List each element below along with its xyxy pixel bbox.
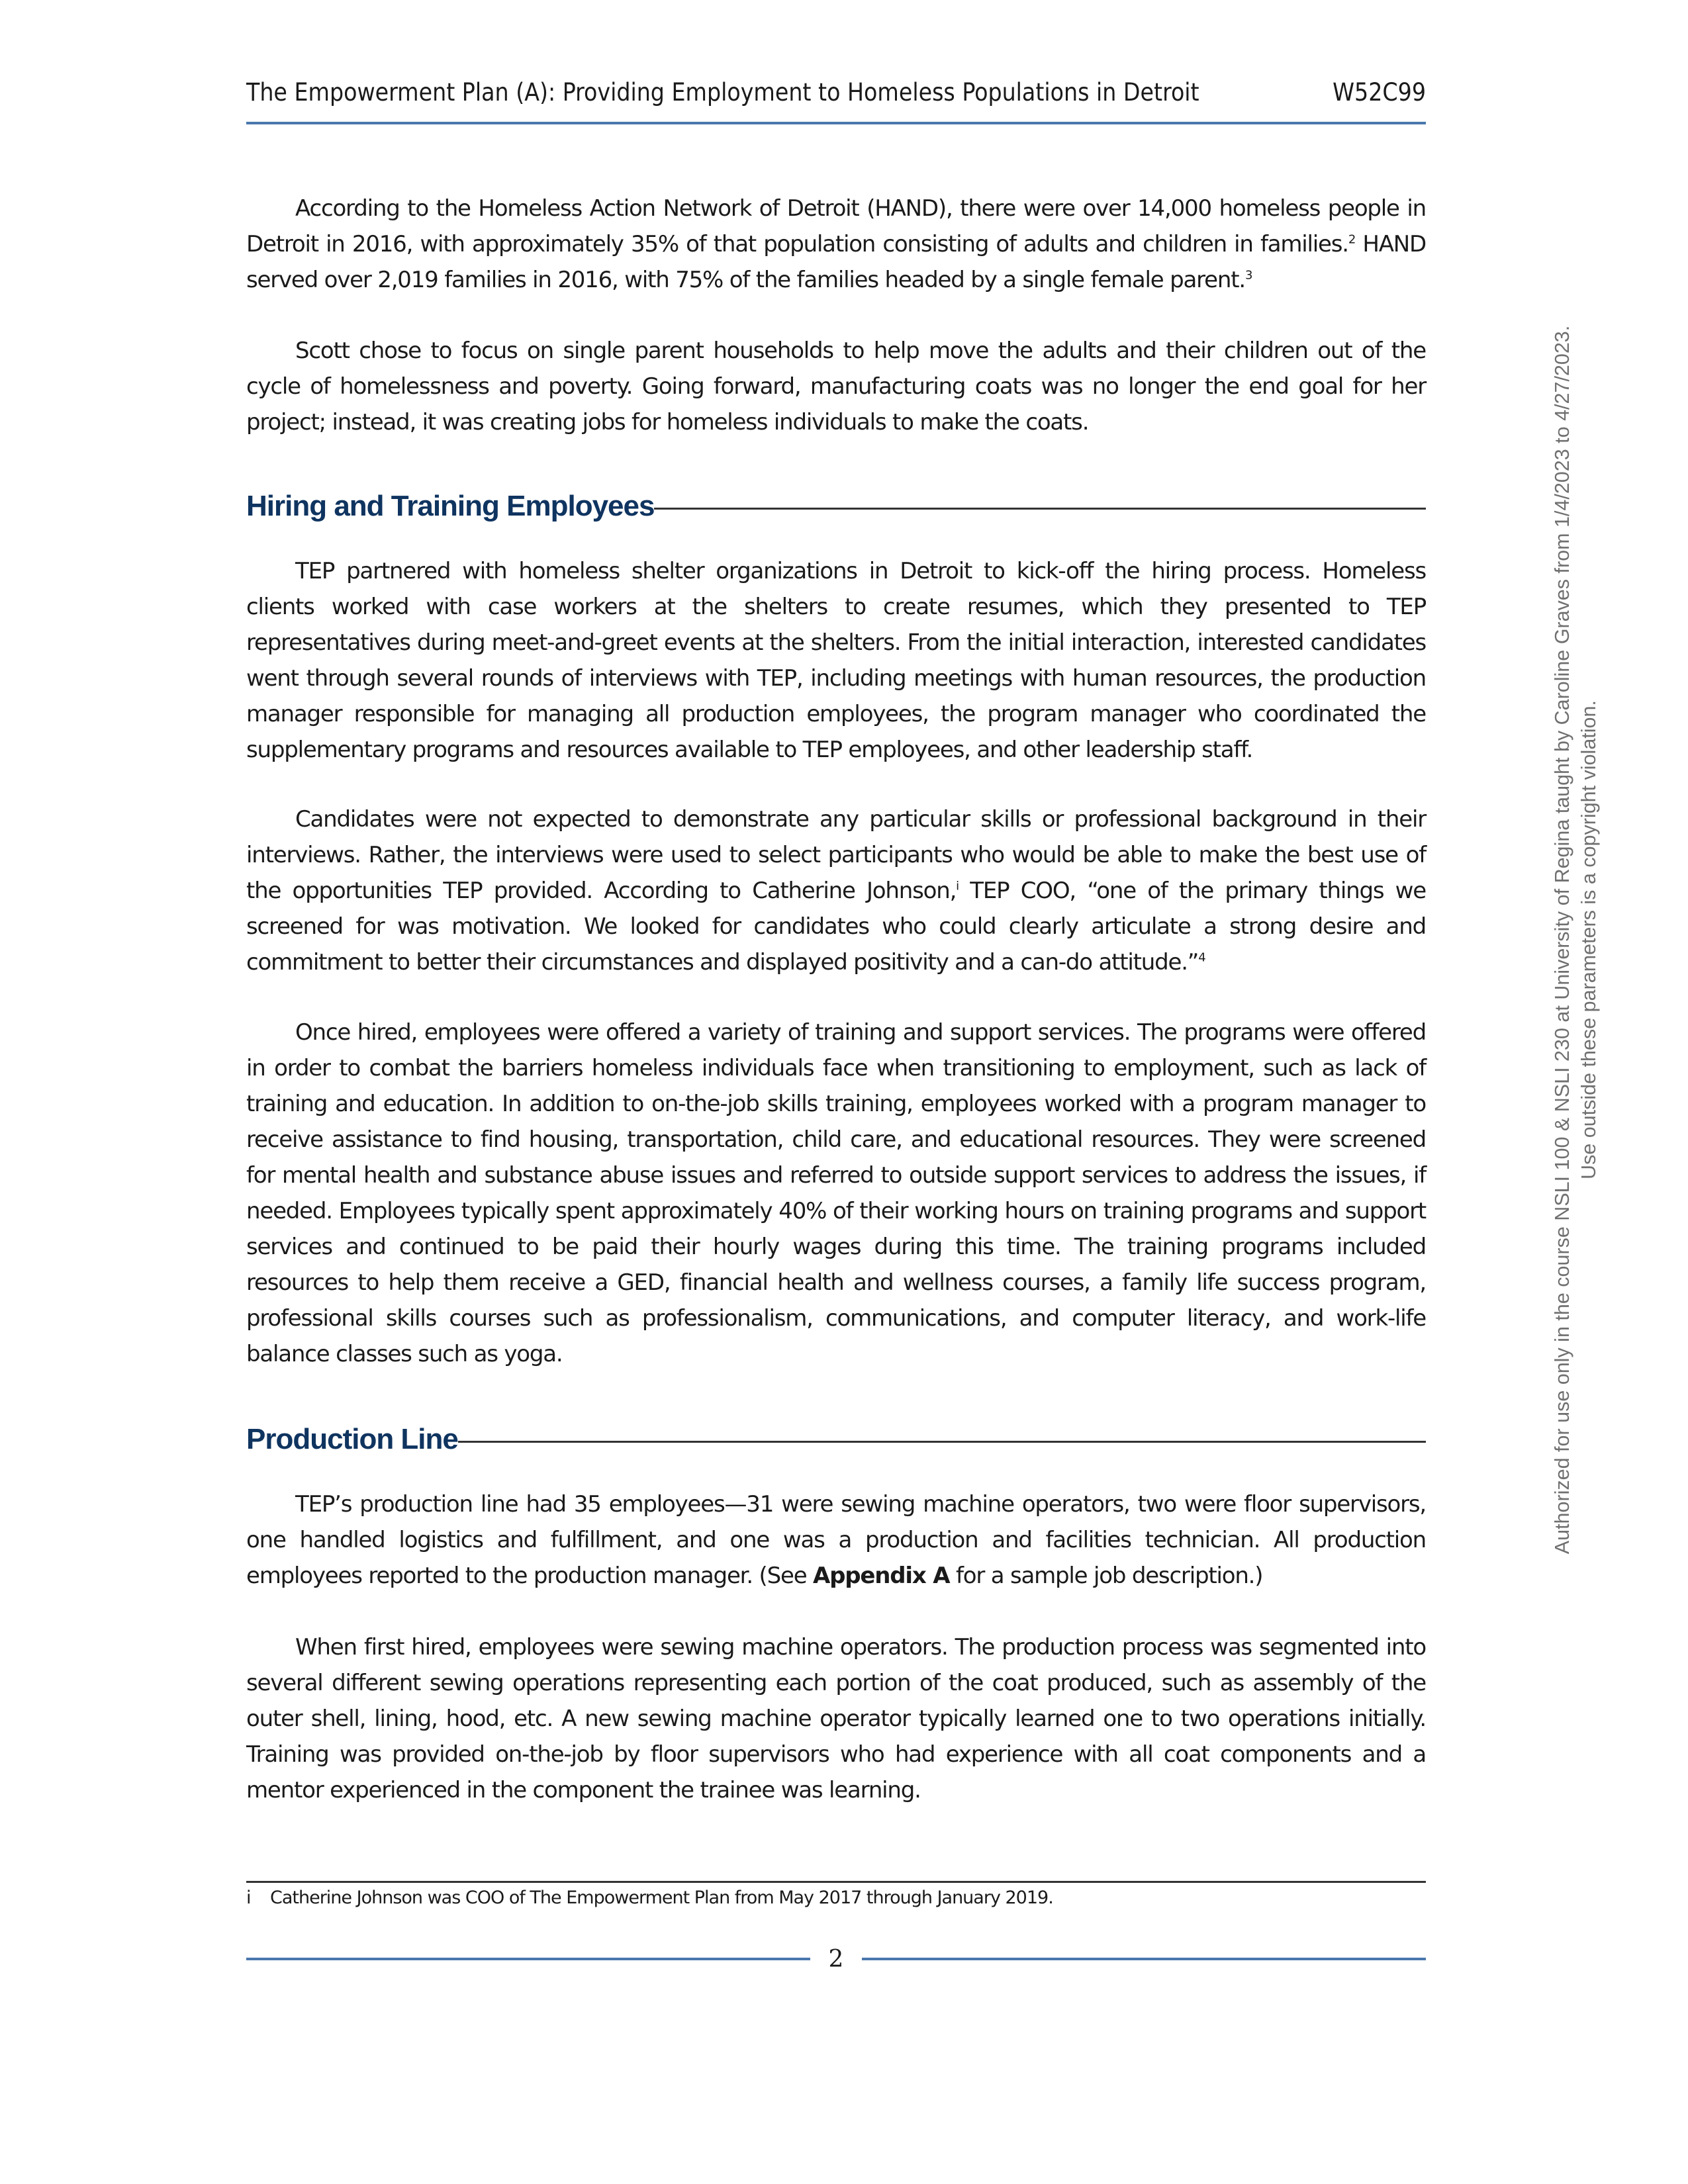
footnote	[246, 1888, 1426, 1908]
footnote-ref: 4	[1198, 950, 1205, 965]
case-code: W52C99	[1333, 78, 1426, 107]
section-rule	[458, 1441, 1426, 1443]
section-title: Production Line	[246, 1423, 458, 1455]
footer-rule-right	[862, 1958, 1426, 1960]
watermark-line-2: Use outside these parameters is a copyright violation.	[1577, 700, 1600, 1179]
watermark-line-1: Authorized for use only in the course NSLI 100 & NSLI 230 at University of Regina taught by Caroline Graves from 1/4/2023 to 4/27/2023.	[1551, 325, 1573, 1555]
paragraph-hiring-process: TEP partnered with homeless shelter organizations in Detroit to kick-off the hiring process. Homeless clients worked with case workers at the shelters to create resumes, which they presented to TEP representatives during meet-and-greet events at the shelters. From the initial interaction, interested candidates went through several rounds of interviews with TEP, including meetings with human resources, the production manager responsible for managing all production employees, the program manager who coordinated the supplementary programs and resources available to TEP employees, and other leadership staff.	[246, 558, 1426, 763]
paragraph-production-staff: TEP’s production line had 35 employees—31 were sewing machine operators, two were floor supervisors, one handled logistics and fulfillment, and one was a production and facilities technician. All production employees reported to the production manager. (See Appendix A for a sample job description.)	[246, 1491, 1426, 1589]
header-title: The Empowerment Plan (A): Providing Employment to Homeless Populations in Detroit	[246, 78, 1199, 107]
footer-rule-left	[246, 1958, 810, 1960]
copyright-watermark	[1549, 326, 1602, 1554]
footnote-ref: 3	[1244, 268, 1252, 283]
section-rule	[654, 508, 1426, 510]
footnote-ref: i	[956, 879, 959, 893]
running-header	[246, 78, 1426, 107]
footnote-marker: i	[246, 1888, 251, 1908]
appendix-reference: Appendix A	[813, 1563, 950, 1589]
footnote-text: Catherine Johnson was COO of The Empowerment Plan from May 2017 through January 2019.	[270, 1888, 1053, 1908]
paragraph-scott-focus: Scott chose to focus on single parent households to help move the adults and their children out of the cycle of homelessness and poverty. Going forward, manufacturing coats was no longer the end goal for her project; instead, it was creating jobs for homeless individuals to make the coats.	[246, 338, 1426, 435]
paragraph-candidate-screening: Candidates were not expected to demonstrate any particular skills or professional background in their interviews. Rather, the interviews were used to select participants who would be able to make the best use of the opportunities TEP provided. According to Catherine Johnson,$^i$ TEP COO, “one of the primary things we screened for was motivation. We looked for candidates who could clearly articulate a strong desire and commitment to better their circumstances and displayed positivity and a can-do attitude.”$^4$	[246, 806, 1426, 976]
section-heading-production	[246, 1423, 1426, 1456]
paragraph-training-support: Once hired, employees were offered a variety of training and support services. The programs were offered in order to combat the barriers homeless individuals face when transitioning to employment, such as lack of training and education. In addition to on-the-job skills training, employees worked with a program manager to receive assistance to find housing, transportation, child care, and educational resources. They were screened for mental health and substance abuse issues and referred to outside support services to address the issues, if needed. Employees typically spent approximately 40% of their working hours on training programs and support services and continued to be paid their hourly wages during this time. The training programs included resources to help them receive a GED, financial health and wellness courses, a family life success program, professional skills courses such as professionalism, communications, and computer literacy, and work-life balance classes such as yoga.	[246, 1019, 1426, 1367]
page-footer	[246, 1942, 1426, 1976]
paragraph-hand-statistics: According to the Homeless Action Network of Detroit (HAND), there were over 14,000 homeless people in Detroit in 2016, with approximately 35% of that population consisting of adults and children in families.$^2$ HAND served over 2,019 families in 2016, with 75% of the families headed by a single female parent.$^3$	[246, 195, 1427, 293]
header-rule	[246, 122, 1426, 124]
section-title: Hiring and Training Employees	[246, 490, 655, 522]
page-number: 2	[828, 1945, 844, 1973]
footnote-rule	[246, 1881, 1426, 1883]
paragraph-sewing-operators: When first hired, employees were sewing machine operators. The production process was segmented into several different sewing operations representing each portion of the coat produced, such as assembly of the outer shell, lining, hood, etc. A new sewing machine operator typically learned one to two operations initially. Training was provided on-the-job by floor supervisors who had experience with all coat components and a mentor experienced in the component the trainee was learning.	[246, 1634, 1426, 1803]
section-heading-hiring	[246, 490, 1426, 523]
footnote-ref: 2	[1348, 232, 1356, 247]
